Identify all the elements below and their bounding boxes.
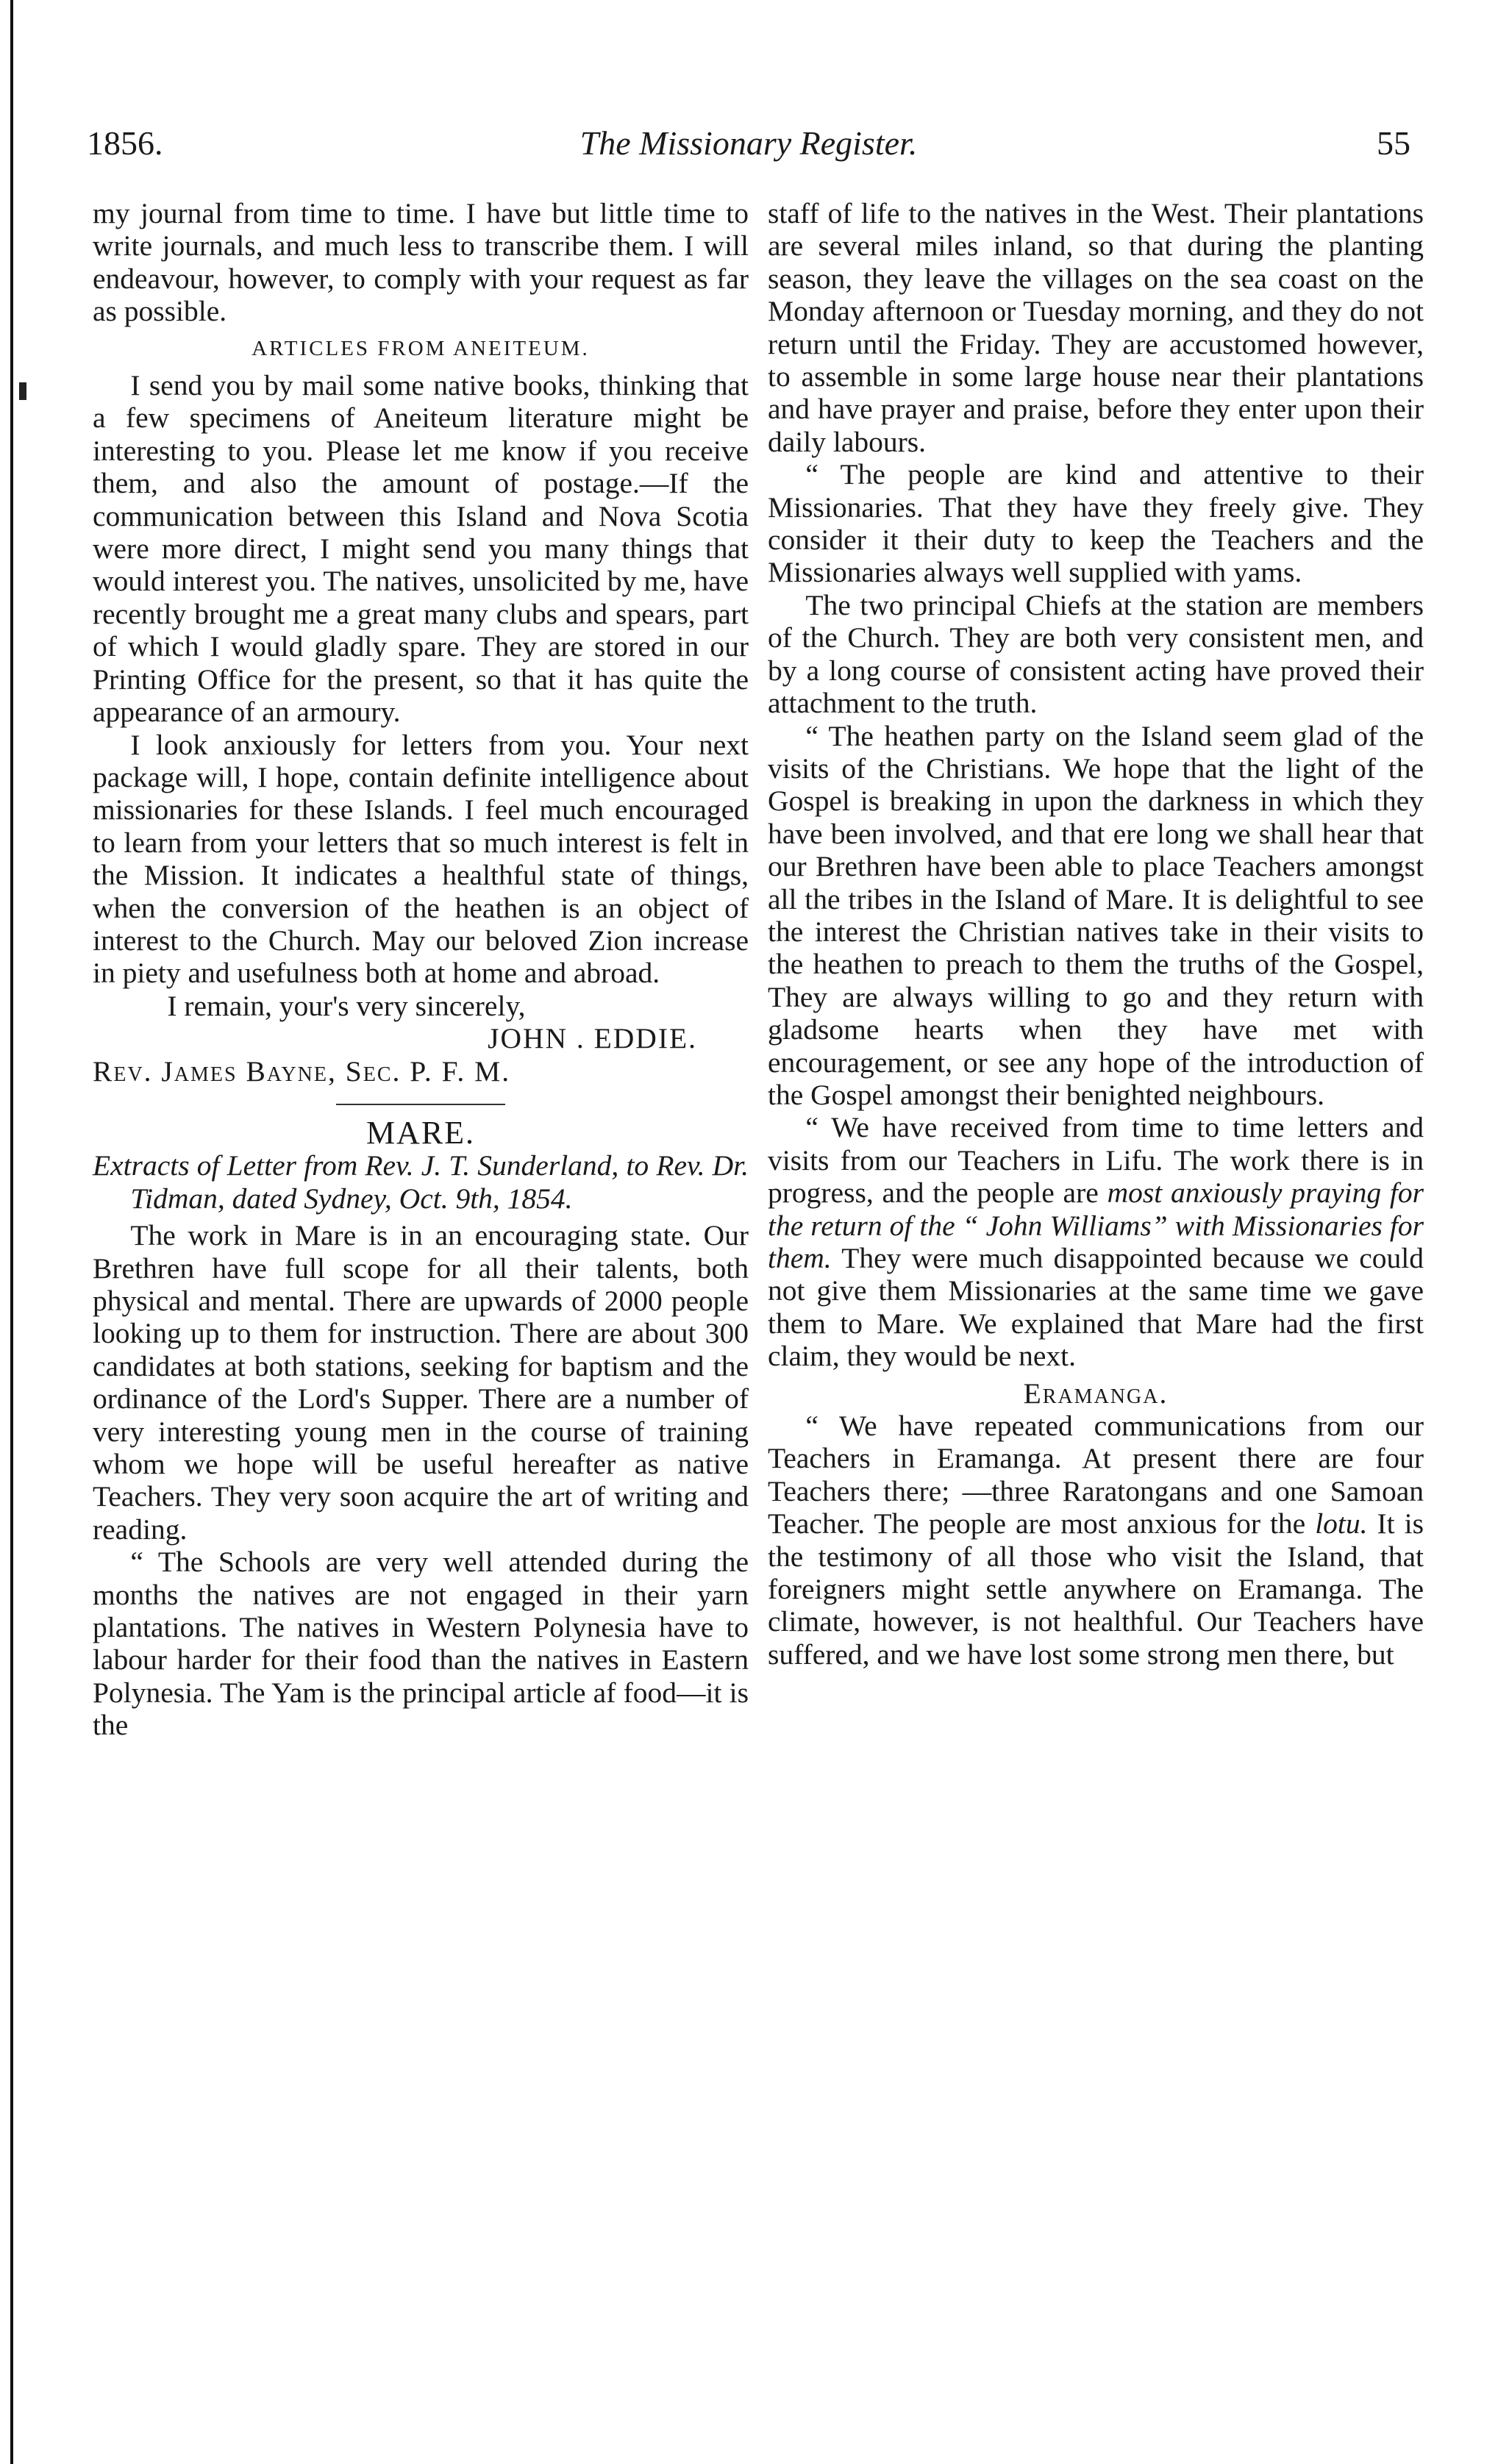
addressee: Rev. James Bayne, Sec. P. F. M. — [93, 1054, 511, 1088]
text-run: “ We have received from time to time letters and visits from our Teachers in Lifu. The work there is in progress, and the people are — [768, 1111, 1424, 1210]
header-year: 1856. — [87, 124, 163, 162]
section-title-mare: MARE. — [365, 1114, 476, 1151]
left-margin-rule — [10, 0, 13, 2464]
paragraph: The work in Mare is in an encouraging state. Our Brethren have full scope for all their talents, both physical and mental. There are upwards of 2000 people looking up to them for instruction. There are about 300 candidates at both stations, seeking for baptism and the ordinance of the Lord's Supper. There are a number of very interesting young men in the course of training whom we hope will be useful hereafter as native Teachers. They very soon acquire the art of writing and reading. — [93, 1219, 749, 1546]
section-heading-articles: ARTICLES FROM ANEITEUM. — [252, 336, 590, 360]
paragraph: “ The people are kind and attentive to their Missionaries. That they have they freely give. They consider it their duty to keep the Teachers and the Missionaries always well supplied with yams. — [768, 458, 1424, 589]
italic-text-run: most anxiously praying for the return of the “ John Williams” with Missionaries for them. — [768, 1176, 1424, 1274]
italic-text-run: lotu. — [1315, 1507, 1368, 1540]
paragraph: “ The Schools are very well attended during the months the natives are not engaged in their yarn plantations. The natives in Western Polynesia have to labour harder for their food than the natives in Eastern Polynesia. The Yam is the principal article af food—it is the — [93, 1546, 749, 1742]
page-number: 55 — [1377, 124, 1410, 162]
text-run: “ We have repeated communications from our Teachers in Eramanga. At present there are four Teachers there; —three Raratongans and one Samoan Teacher. The people are most anxious for the — [768, 1410, 1424, 1540]
paragraph: I send you by mail some native books, thinking that a few specimens of Aneiteum literature might be interesting to you. Please let me know if you receive them, and also the amount of postage.—If the communication between this Island and Nova Scotia were more direct, I might send you many things that would interest you. The natives, unsolicited by me, have recently brought me a great many clubs and spears, part of which I would gladly spare. They are stored in our Printing Office for the present, so that it has quite the appearance of an armoury. — [93, 369, 749, 729]
left-column — [93, 197, 749, 1742]
text-run: They were much disappointed because we could not give them Missionaries at the same time we gave them to Mare. We explained that Mare had the first claim, they would be next. — [768, 1242, 1424, 1373]
text-run: It is the testimony of all those who visit the Island, that foreigners might settle anywhere on Eramanga. The climate, however, is not healthful. Our Teachers have suffered, and we have lost some strong men there, but — [768, 1507, 1424, 1671]
paragraph: The two principal Chiefs at the station are members of the Church. They are both very consistent men, and by a long course of consistent acting have proved their attachment to the truth. — [768, 588, 1424, 720]
signature: JOHN . EDDIE. — [488, 1022, 697, 1055]
running-title: The Missionary Register. — [579, 124, 918, 162]
paragraph — [768, 1410, 1424, 1671]
paragraph: “ The heathen party on the Island seem glad of the visits of the Christians. We hope that the light of the Gospel is breaking in upon the darkness in which they have been involved, and that ere long we shall hear that our Brethren have been able to place Teachers amongst all the tribes in the Island of Mare. It is delightful to see the interest the Christian natives take in their visits to the heathen to preach to them the truths of the Gospel, They are always willing to go and they return with gladsome hearts when they have met with encouragement, or see any hope of the introduction of the Gospel amongst their benighted neighbours. — [768, 719, 1424, 1111]
paragraph — [768, 1111, 1424, 1372]
closing-line: I remain, your's very sincerely, — [167, 989, 526, 1022]
paragraph: my journal from time to time. I have but little time to write journals, and much less to transcribe them. I will endeavour, however, to comply with your request as far as possible. — [93, 197, 749, 328]
section-heading-eramanga: Eramanga. — [1023, 1376, 1169, 1410]
extract-heading: Extracts of Letter from Rev. J. T. Sunderland, to Rev. Dr. Tidman, dated Sydney, Oct. 9th, 1854. — [93, 1149, 749, 1215]
page-header — [87, 124, 1410, 175]
paragraph: staff of life to the natives in the West. Their plantations are several miles inland, so that during the planting season, they leave the villages on the sea coast on the Monday afternoon or Tuesday morning, and they do not return until the Friday. They are accustomed however, to assemble in some large house near their plantations and have prayer and praise, before they enter upon their daily labours. — [768, 197, 1424, 458]
right-column — [768, 197, 1424, 1671]
margin-mark — [19, 382, 26, 400]
paragraph: I look anxiously for letters from you. Your next package will, I hope, contain definite intelligence about missionaries for these Islands. I feel much encouraged to learn from your letters that so much interest is felt in the Mission. It indicates a healthful state of things, when the conversion of the heathen is an object of interest to the Church. May our beloved Zion increase in piety and usefulness both at home and abroad. — [93, 728, 749, 990]
section-divider — [336, 1104, 505, 1105]
